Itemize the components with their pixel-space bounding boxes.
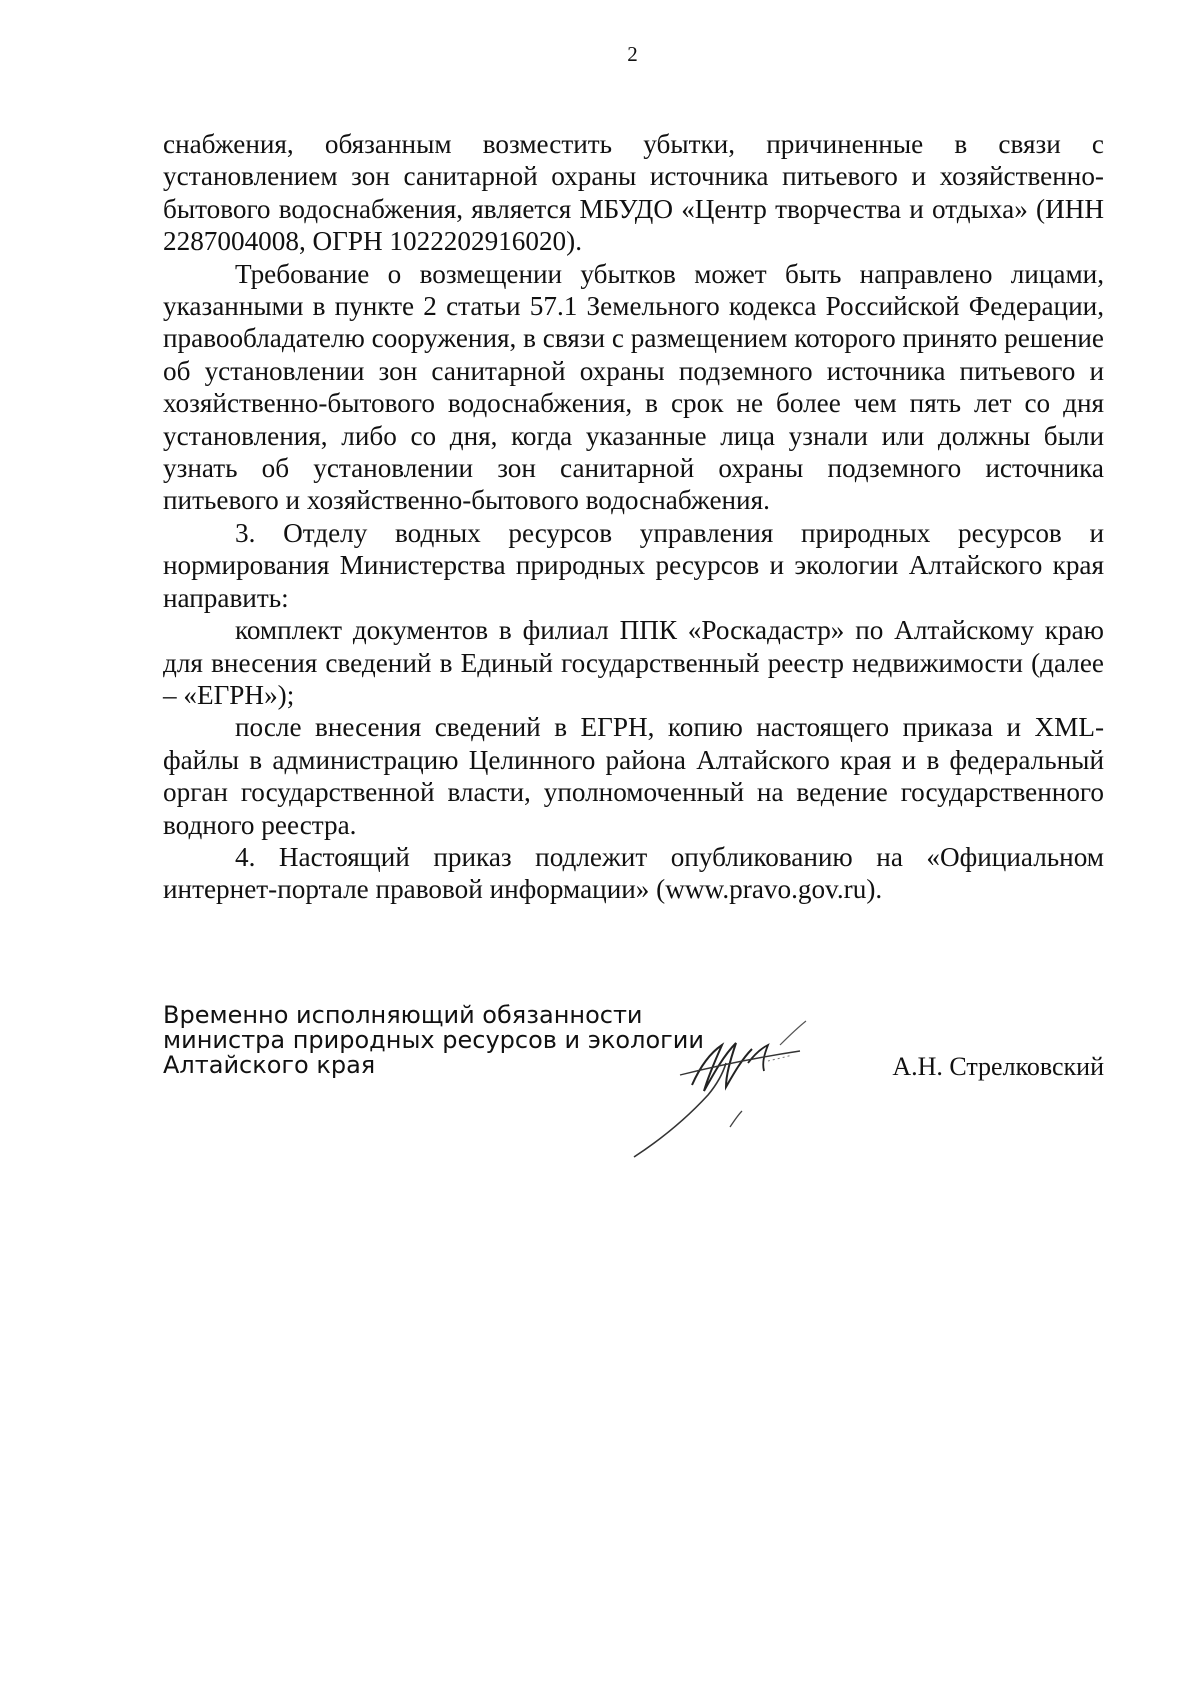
signatory-title-line-1: Временно исполняющий обязанности <box>163 1001 643 1029</box>
paragraph-continuation: снабжения, обязанным возместить убытки, причиненные в связи с установлением зон санитарной охраны источника питьевого и хозяйственно-бытового водоснабжения, является МБУДО «Центр творчества и отдыха» (ИНН 2287004008, ОГРН 1022202916020). <box>163 129 1104 257</box>
signatory-title-line-2: министра природных ресурсов и экологии <box>163 1026 704 1054</box>
paragraph-item-3: 3. Отделу водных ресурсов управления природных ресурсов и нормирования Министерства природных ресурсов и экологии Алтайского края направить: <box>163 517 1104 613</box>
paragraph-item-3-documents: комплект документов в филиал ППК «Роскадастр» по Алтайскому краю для внесения сведений в Единый государственный реестр недвижимости (далее – «ЕГРН»); <box>163 615 1104 710</box>
paragraph-item-3-after-egrn: после внесения сведений в ЕГРН, копию настоящего приказа и XML-файлы в администрацию Целинного района Алтайского края и в федеральный орган государственной власти, уполномоченный на ведение государственного водного реестра. <box>163 712 1104 840</box>
handwritten-signature <box>630 1015 860 1165</box>
signatory-title-line-3: Алтайского края <box>163 1051 376 1079</box>
signatory-title <box>163 1003 704 1078</box>
document-body <box>163 128 1104 906</box>
paragraph-item-4: 4. Настоящий приказ подлежит опубликованию на «Официальном интернет-портале правовой информации» (www.pravo.gov.ru). <box>163 841 1104 905</box>
signatory-name: А.Н. Стрелковский <box>892 1052 1104 1081</box>
page-number: 2 <box>627 42 638 66</box>
paragraph-damages-claim: Требование о возмещении убытков может быть направлено лицами, указанными в пункте 2 статьи 57.1 Земельного кодекса Российской Федерации, правообладателю сооружения, в связи с размещением которого принято решение об установлении зон санитарной охраны подземного источника питьевого и хозяйственно-бытового водоснабжения, в срок не более чем пять лет со дня установления, либо со дня, когда указанные лица узнали или должны были узнать об установлении зон санитарной охраны подземного источника питьевого и хозяйственно-бытового водоснабжения. <box>163 258 1104 516</box>
